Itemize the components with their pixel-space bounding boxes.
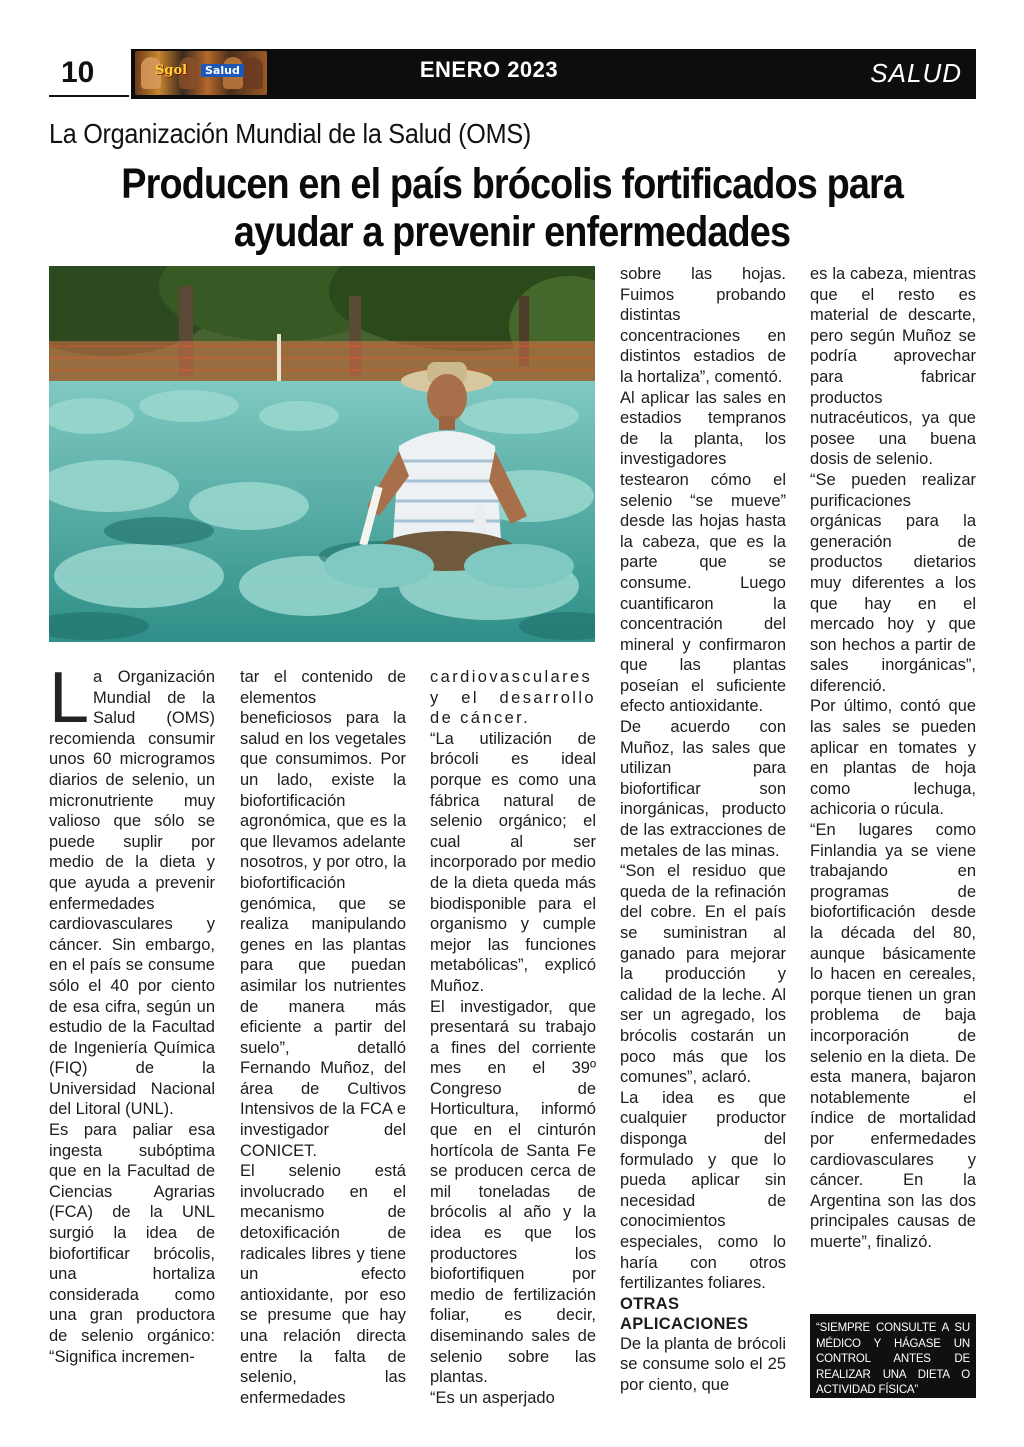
article-column-3 <box>430 667 596 1408</box>
paragraph: “En lugares como Finlandia ya se viene trabajando en programas de biofortificación desde la década del 80, aunque básicamente lo hacen en cereales, porque tienen un gran problema de baja incorporación de selenio en la dieta. De esta manera, bajaron notablemente el índice de mortalidad por enfermedades cardiovasculares y cáncer. En la Argentina son las dos principales causas de muerte”, finalizó. <box>810 821 976 1251</box>
section-name: SALUD <box>870 58 962 88</box>
article-column-5 <box>810 264 976 1253</box>
page-header <box>49 47 976 99</box>
article-column-4 <box>620 264 786 1395</box>
headline-line-1: Producen en el país brócolis fortificados para <box>121 160 903 208</box>
paragraph: De la planta de brócoli se consume solo el 25 por ciento, que <box>620 1334 786 1394</box>
article-column-1 <box>49 658 215 1367</box>
page-number: 10 <box>49 49 129 97</box>
section-subhead: OTRAS APLICACIONES <box>620 1294 749 1333</box>
logo-word-salud: Salud <box>201 64 244 77</box>
paragraph: cardiovasculares y el desarrollo de cáncer. <box>430 668 596 728</box>
paragraph: tar el contenido de elementos beneficiosos para la salud en los vegetales que consumimos. Por un lado, existe la biofortificación agronómica, que es la que llevamos adelante nosotros, y por otro, la biofortificación genómica, que se realiza manipulando genes en las plantas para que puedan asimilar los nutrientes de manera más eficiente a partir del suelo”, detalló Fernando Muñoz, del área de Cultivos Intensivos de la FCA e investigador del CONICET. <box>240 668 406 1160</box>
article-headline <box>40 160 984 256</box>
paragraph: Al aplicar las sales en estadios tempranos de la planta, los investigadores testearon cómo el selenio “se mueve” desde las hojas hasta la cabeza, que es la parte que se consume. Luego cuantificaron la concentración del mineral y confirmaron que las plantas poseían el suficiente efecto antioxidante. <box>620 388 786 716</box>
paragraph: es la cabeza, mientras que el resto es material de descarte, pero según Muñoz se podría aprovechar para fabricar productos nutracéuticos, ya que posee una buena dosis de selenio. <box>810 265 976 469</box>
article-kicker: La Organización Mundial de la Salud (OMS) <box>49 118 531 149</box>
paragraph: “Son el residuo que queda de la refinación del cobre. En el país se suministran al ganado para mejorar la producción y calidad de la leche. Al ser un agregado, los brócolis costarán un poco más que los comunes”, aclaró. <box>620 862 786 1087</box>
article-column-2 <box>240 667 406 1408</box>
health-advice-callout: “SIEMPRE CONSULTE A SU MÉDICO Y HÁGASE UN CONTROL ANTES DE REALIZAR UNA DIETA O ACTIVIDAD FÍSICA” <box>810 1314 976 1398</box>
paragraph: “Se pueden realizar purificaciones orgánicas para la generación de productos dietarios muy diferentes a los que hay en el mercado hoy y que son hechos a partir de sales inorgánicas”, diferenció. <box>810 470 976 695</box>
issue-date: ENERO 2023 <box>419 57 559 82</box>
logo-word-sgol: Sgol <box>155 63 188 78</box>
farmer-in-broccoli-field-photo-icon <box>49 266 595 642</box>
logo-face-icon <box>243 57 263 89</box>
lead-paragraph <box>49 658 215 1120</box>
article-photo <box>49 266 595 642</box>
lead-text: a Organización Mundial de la Salud (OMS) recomienda consumir unos 60 microgramos diarios de selenio, un micronutriente muy valioso que sólo se puede suplir por medio de la dieta y que ayuda a prevenir enfermedades cardiovasculares y cáncer. Sin embargo, en el país se consume sólo el 40 por ciento de esa cifra, según un estudio de la Facultad de Ingeniería Química (FIQ) de la Universidad Nacional del Litoral (UNL). <box>49 668 215 1119</box>
paragraph: Por último, contó que las sales se pueden aplicar en tomates y en plantas de hoja como lechuga, achicoria o rúcula. <box>810 697 976 819</box>
drop-cap: L <box>49 658 90 738</box>
publication-logo <box>135 51 267 95</box>
paragraph: “Es un asperjado <box>430 1388 555 1407</box>
paragraph: El investigador, que presentará su trabajo a fines del corriente mes en el 39º Congreso de Horticultura, informó que en el cinturón hortícola de Santa Fe se producen cerca de mil toneladas de brócolis al año y la idea es que los productores los biofortifiquen por medio de fertilización foliar, es decir, diseminando sales de selenio sobre las plantas. <box>430 997 596 1387</box>
paragraph: Es para paliar esa ingesta subóptima que en la Facultad de Ciencias Agrarias (FCA) de la UNL surgió la idea de biofortificar brócolis, una hortaliza considerada como una gran productora de selenio orgánico: “Significa incremen- <box>49 1121 215 1366</box>
paragraph: “La utilización de brócoli es ideal porque es como una fábrica natural de selenio orgánico; el cual al ser incorporado por medio de la dieta queda más biodisponible para el organismo y cumple mejor las funciones metabólicas”, explicó Muñoz. <box>430 729 596 995</box>
paragraph: La idea es que cualquier productor disponga del formulado y que lo pueda aplicar sin necesidad de conocimientos especiales, como lo haría con otros fertilizantes foliares. <box>620 1088 786 1293</box>
paragraph: El selenio está involucrado en el mecanismo de detoxificación de radicales libres y tiene un efecto antioxidante, por eso se presume que hay una relación directa entre la falta de selenio, las enfermedades <box>240 1162 406 1407</box>
paragraph: De acuerdo con Muñoz, las sales que utilizan para biofortificar son inorgánicas, producto de las extracciones de metales de las minas. <box>620 718 786 860</box>
paragraph: sobre las hojas. Fuimos probando distintas concentraciones en distintos estadios de la hortaliza”, comentó. <box>620 265 786 386</box>
headline-line-2: ayudar a prevenir enfermedades <box>233 208 791 256</box>
